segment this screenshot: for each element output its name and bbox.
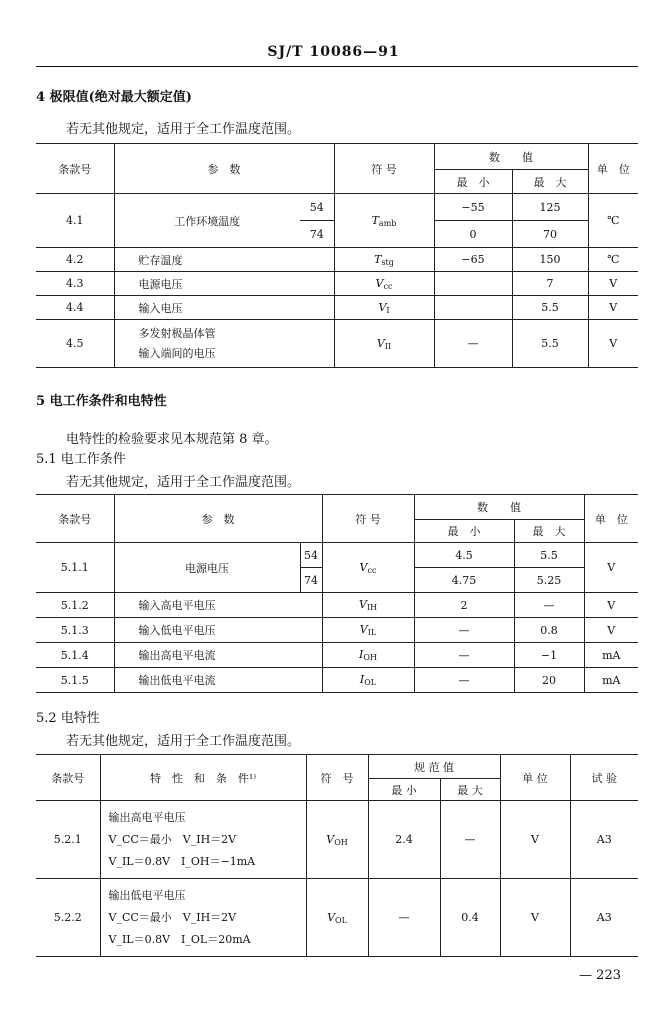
col-unit: 单 位 — [500, 755, 570, 801]
col-clause: 条款号 — [36, 755, 100, 801]
row-test: A3 — [570, 801, 638, 879]
row-param: 电源电压 — [114, 543, 300, 593]
col-unit: 单 位 — [588, 144, 638, 194]
row-max: 7 — [512, 272, 588, 296]
row-test: A3 — [570, 879, 638, 957]
row-sub-b: 74 — [300, 221, 334, 248]
row-unit: V — [588, 320, 638, 368]
row-max: 5.5 — [514, 543, 584, 568]
row-clause: 5.1.3 — [36, 618, 114, 643]
row-min: — — [368, 879, 440, 957]
row-min — [434, 296, 512, 320]
row-symbol: $V_{cc}$ — [334, 272, 434, 296]
row-max: — — [514, 593, 584, 618]
row-param-line1: 多发射极晶体管 — [138, 326, 216, 340]
section-4-heading: 4 极限值(绝对最大额定值) — [36, 90, 192, 105]
section-5-note: 电特性的检验要求见本规范第 8 章。 — [66, 432, 278, 447]
row-clause: 5.1.4 — [36, 643, 114, 668]
row-min: −65 — [434, 248, 512, 272]
col-min: 最 小 — [414, 520, 514, 543]
section-5-1-heading: 5.1 电工作条件 — [36, 452, 126, 467]
row-max: 5.5 — [512, 320, 588, 368]
row-sub-a: 54 — [300, 543, 322, 568]
row-symbol: $T_{stg}$ — [334, 248, 434, 272]
row-max: — — [440, 801, 500, 879]
row-param: 输入高电平电压 — [114, 593, 322, 618]
row-param — [114, 320, 334, 368]
row-sub-b: 74 — [300, 568, 322, 593]
col-max: 最 大 — [512, 170, 588, 194]
row-symbol: $V_{IL}$ — [322, 618, 414, 643]
row-symbol: $I_{OL}$ — [322, 668, 414, 693]
col-clause: 条款号 — [36, 495, 114, 543]
col-param: 参 数 — [114, 495, 322, 543]
row-param: 输入电压 — [114, 296, 334, 320]
col-symbol: 符 号 — [322, 495, 414, 543]
row-unit: V — [588, 272, 638, 296]
row-condition-line1: 输出高电平电压 — [108, 810, 186, 824]
row-max: −1 — [514, 643, 584, 668]
row-condition-line3: V_IL＝0.8V I_OL＝20mA — [108, 932, 251, 946]
row-symbol: $V_{IH}$ — [322, 593, 414, 618]
conditions-table — [36, 494, 638, 693]
row-clause: 5.1.2 — [36, 593, 114, 618]
section-4-note: 若无其他规定，适用于全工作温度范围。 — [66, 122, 301, 137]
row-min: 2 — [414, 593, 514, 618]
col-value: 数 值 — [414, 495, 584, 520]
row-max: 0.8 — [514, 618, 584, 643]
page-number: — 223 — [579, 968, 621, 983]
row-clause: 4.5 — [36, 320, 114, 368]
col-test: 试 验 — [570, 755, 638, 801]
page-header: SJ/T 10086—91 — [267, 44, 400, 60]
header-rule — [36, 66, 638, 67]
row-symbol: $I_{OH}$ — [322, 643, 414, 668]
row-min: 2.4 — [368, 801, 440, 879]
row-max: 125 — [512, 194, 588, 221]
row-condition-line3: V_IL＝0.8V I_OH＝−1mA — [108, 854, 256, 868]
row-min: −55 — [434, 194, 512, 221]
section-5-2-heading: 5.2 电特性 — [36, 711, 100, 726]
col-param: 特 性 和 条 件¹⁾ — [100, 755, 306, 801]
section-5-2-note: 若无其他规定，适用于全工作温度范围。 — [66, 734, 301, 749]
row-max: 20 — [514, 668, 584, 693]
row-min: 4.5 — [414, 543, 514, 568]
row-max: 5.25 — [514, 568, 584, 593]
row-param: 工作环境温度 — [114, 194, 300, 248]
row-symbol: $V_{II}$ — [334, 320, 434, 368]
row-symbol: $V_{OL}$ — [306, 879, 368, 957]
row-param: 输出低电平电流 — [114, 668, 322, 693]
row-symbol: $T_{amb}$ — [334, 194, 434, 248]
row-unit: V — [584, 618, 638, 643]
row-clause: 4.1 — [36, 194, 114, 248]
row-min: — — [414, 618, 514, 643]
row-unit: ℃ — [588, 248, 638, 272]
row-symbol: $V_I$ — [334, 296, 434, 320]
row-min: — — [414, 668, 514, 693]
row-param-line2: 输入端间的电压 — [138, 346, 216, 360]
row-condition-line2: V_CC＝最小 V_IH＝2V — [108, 832, 237, 846]
row-unit: mA — [584, 668, 638, 693]
row-unit: ℃ — [588, 194, 638, 248]
col-spec: 规 范 值 — [368, 755, 500, 779]
row-param: 输入低电平电压 — [114, 618, 322, 643]
row-clause: 4.2 — [36, 248, 114, 272]
characteristics-table — [36, 754, 638, 957]
row-min: — — [434, 320, 512, 368]
row-min — [434, 272, 512, 296]
row-param: 输出高电平电流 — [114, 643, 322, 668]
row-clause: 5.2.2 — [36, 879, 100, 957]
row-condition — [100, 801, 306, 879]
row-clause: 5.2.1 — [36, 801, 100, 879]
row-symbol: $V_{cc}$ — [322, 543, 414, 593]
col-value: 数 值 — [434, 144, 588, 170]
row-param: 贮存温度 — [114, 248, 334, 272]
col-max: 最 大 — [514, 520, 584, 543]
row-max: 70 — [512, 221, 588, 248]
row-max: 0.4 — [440, 879, 500, 957]
row-max: 150 — [512, 248, 588, 272]
col-min: 最 小 — [434, 170, 512, 194]
row-symbol: $V_{OH}$ — [306, 801, 368, 879]
row-min: 4.75 — [414, 568, 514, 593]
row-param: 电源电压 — [114, 272, 334, 296]
row-min: 0 — [434, 221, 512, 248]
section-5-1-note: 若无其他规定，适用于全工作温度范围。 — [66, 475, 301, 490]
row-clause: 5.1.1 — [36, 543, 114, 593]
col-min: 最 小 — [368, 779, 440, 801]
row-unit: mA — [584, 643, 638, 668]
row-unit: V — [588, 296, 638, 320]
col-clause: 条款号 — [36, 144, 114, 194]
row-unit: V — [584, 543, 638, 593]
row-unit: V — [500, 879, 570, 957]
section-5-heading: 5 电工作条件和电特性 — [36, 394, 167, 409]
row-condition-line1: 输出低电平电压 — [108, 888, 186, 902]
row-clause: 4.3 — [36, 272, 114, 296]
row-unit: V — [584, 593, 638, 618]
row-clause: 4.4 — [36, 296, 114, 320]
limits-table — [36, 143, 638, 368]
row-clause: 5.1.5 — [36, 668, 114, 693]
row-sub-a: 54 — [300, 194, 334, 221]
row-condition — [100, 879, 306, 957]
col-symbol: 符 号 — [306, 755, 368, 801]
col-max: 最 大 — [440, 779, 500, 801]
col-unit: 单 位 — [584, 495, 638, 543]
row-condition-line2: V_CC＝最小 V_IH＝2V — [108, 910, 237, 924]
row-max: 5.5 — [512, 296, 588, 320]
row-min: — — [414, 643, 514, 668]
col-symbol: 符 号 — [334, 144, 434, 194]
col-param: 参 数 — [114, 144, 334, 194]
row-unit: V — [500, 801, 570, 879]
